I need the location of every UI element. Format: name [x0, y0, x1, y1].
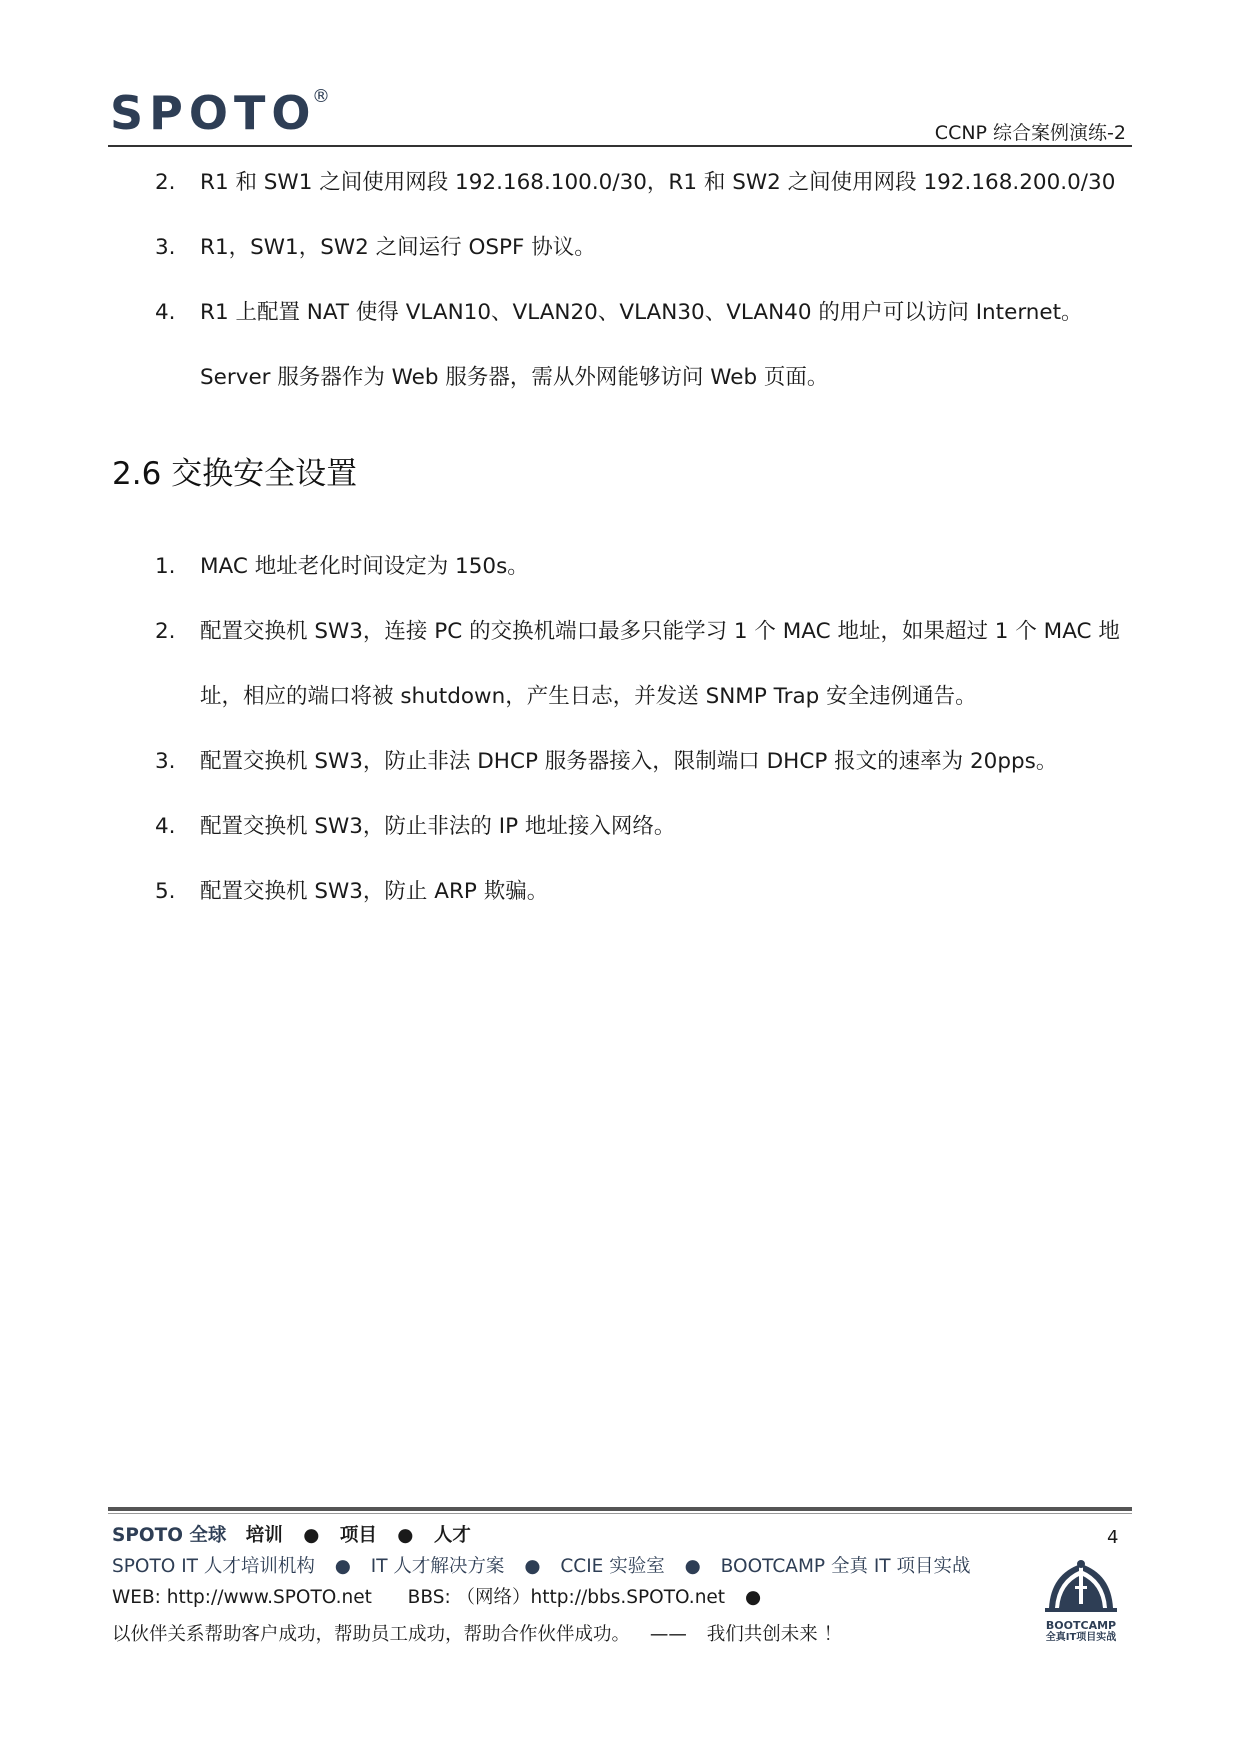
- requirements-list: [0, 150, 1239, 410]
- footer-links: [112, 1583, 775, 1609]
- footer-brand: SPOTO 全球: [112, 1525, 227, 1546]
- document-title: CCNP 综合案例演练-2: [934, 122, 1126, 144]
- list-item-text: R1，SW1，SW2 之间运行 OSPF 协议。: [200, 235, 596, 260]
- registered-mark: ®: [312, 86, 330, 107]
- spoto-logo: SPOTO: [110, 86, 317, 140]
- list-item-number: 5.: [155, 879, 176, 904]
- list-item-text: R1 上配置 NAT 使得 VLAN10、VLAN20、VLAN30、VLAN40 的用户可以访问 Internet。Server 服务器作为 Web 服务器，需从外网能够访问 Web 页面。: [200, 300, 1083, 390]
- list-item: [0, 859, 1239, 924]
- footer-services: [112, 1552, 970, 1578]
- list-item-number: 3.: [155, 235, 176, 260]
- list-item-text: MAC 地址老化时间设定为 150s。: [200, 554, 529, 579]
- list-item: [0, 150, 1239, 215]
- footer-dash: ——: [649, 1624, 687, 1645]
- list-item: [0, 534, 1239, 599]
- bullet-icon: ●: [744, 1587, 762, 1608]
- footer-tag-projects: 项目: [339, 1525, 377, 1546]
- bullet-icon: ●: [334, 1556, 351, 1577]
- list-item: [0, 794, 1239, 859]
- list-item: [0, 215, 1239, 280]
- list-item: [0, 729, 1239, 794]
- list-item-text: R1 和 SW1 之间使用网段 192.168.100.0/30，R1 和 SW2 之间使用网段 192.168.200.0/30: [200, 170, 1116, 195]
- list-item: [0, 599, 1239, 729]
- footer-web-link[interactable]: WEB: http://www.SPOTO.net: [112, 1587, 372, 1608]
- footer-bbs-link[interactable]: BBS: （网络）http://bbs.SPOTO.net: [407, 1587, 726, 1608]
- header-divider: [108, 145, 1132, 147]
- list-item-number: 2.: [155, 619, 176, 644]
- footer-slogan-text: 以伙伴关系帮助客户成功，帮助员工成功，帮助合作伙伴成功。: [112, 1624, 631, 1645]
- footer-service: CCIE 实验室: [560, 1556, 665, 1577]
- bootcamp-label: BOOTCAMP: [1045, 1619, 1117, 1632]
- page-number: 4: [1107, 1527, 1119, 1548]
- security-settings-list: [0, 534, 1239, 924]
- footer-tag-training: 培训: [245, 1525, 283, 1546]
- section-heading: 2.6 交换安全设置: [112, 456, 358, 492]
- bootcamp-badge: [1036, 1556, 1126, 1644]
- footer-service: SPOTO IT 人才培训机构: [112, 1556, 315, 1577]
- list-item-text: 配置交换机 SW3，连接 PC 的交换机端口最多只能学习 1 个 MAC 地址，如果超过 1 个 MAC 地址，相应的端口将被 shutdown，产生日志，并发送 SNMP Trap 安全违例通告。: [200, 619, 1120, 709]
- footer-tagline: [112, 1521, 471, 1547]
- list-item-number: 1.: [155, 554, 176, 579]
- list-item-number: 4.: [155, 814, 176, 839]
- footer-motto: 我们共创未来 ！: [706, 1624, 843, 1645]
- bullet-icon: ●: [397, 1525, 414, 1546]
- bullet-icon: ●: [303, 1525, 320, 1546]
- bullet-icon: ●: [684, 1556, 701, 1577]
- bootcamp-subtitle: 全真IT项目实战: [1045, 1632, 1117, 1643]
- list-item-text: 配置交换机 SW3，防止非法的 IP 地址接入网络。: [200, 814, 676, 839]
- footer-service: BOOTCAMP 全真 IT 项目实战: [720, 1556, 971, 1577]
- list-item-text: 配置交换机 SW3，防止 ARP 欺骗。: [200, 879, 549, 904]
- footer-divider: [108, 1507, 1132, 1511]
- list-item: [0, 280, 1239, 410]
- list-item-number: 2.: [155, 170, 176, 195]
- footer-divider-thin: [108, 1513, 1132, 1514]
- list-item-number: 4.: [155, 300, 176, 325]
- footer-slogan: [112, 1620, 842, 1646]
- bootcamp-logo-icon: [1041, 1556, 1121, 1614]
- list-item-number: 3.: [155, 749, 176, 774]
- footer-service: IT 人才解决方案: [370, 1556, 505, 1577]
- bullet-icon: ●: [524, 1556, 541, 1577]
- footer-tag-talent: 人才: [433, 1525, 471, 1546]
- list-item-text: 配置交换机 SW3，防止非法 DHCP 服务器接入，限制端口 DHCP 报文的速率为 20pps。: [200, 749, 1058, 774]
